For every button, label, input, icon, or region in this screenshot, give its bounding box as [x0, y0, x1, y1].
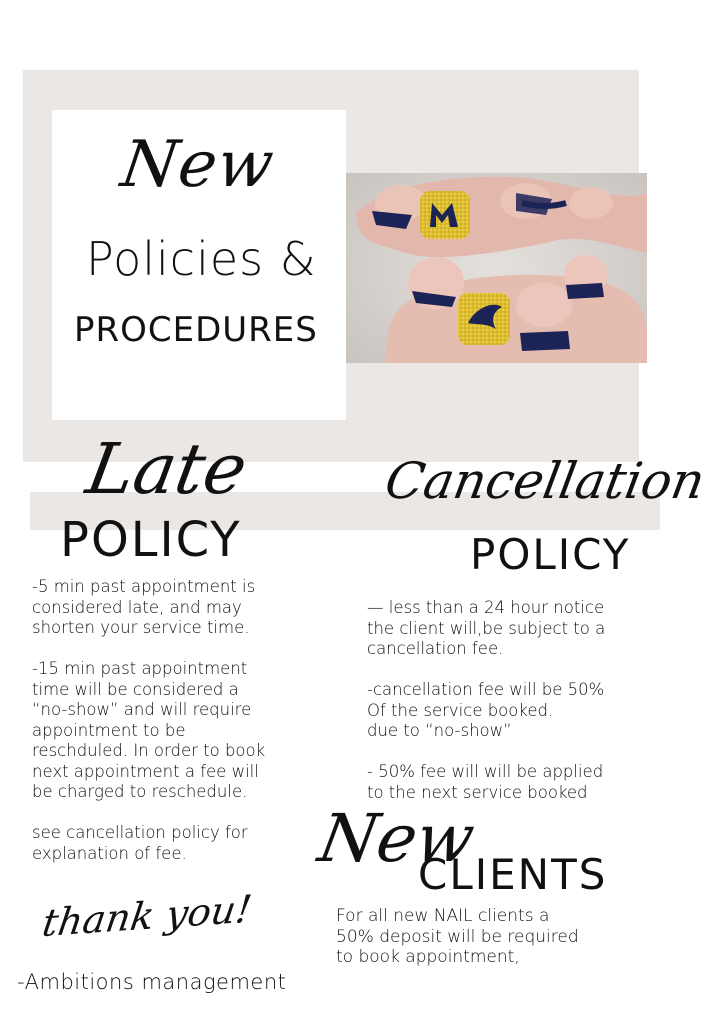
new-clients-heading: CLIENTS — [418, 850, 608, 899]
new-clients-script-heading: New — [313, 800, 481, 877]
cancellation-script-heading: Cancellation — [380, 452, 709, 510]
nails-photo — [346, 173, 647, 363]
nails-photo-image — [346, 173, 647, 363]
late-policy-heading: POLICY — [60, 512, 242, 568]
title-procedures: PROCEDURES — [74, 310, 318, 350]
cancellation-policy-body: — less than a 24 hour notice the client will,be subject to a cancellation fee. -cancellation fee will be 50% Of the service booked. due to “no-show” - 50% fee will will be applied to the next service booked — [367, 598, 606, 802]
new-clients-body: For all new NAIL clients a 50% deposit will be required to book appointment, — [336, 906, 579, 967]
late-policy-body: -5 min past appointment is considered late, and may shorten your service time. -15 min past appointment time will be considered a “no-show” and will require appointment to be reschduled. In order to book next appointment a fee will be charged to reschedule. see cancellation policy for explanation of fee. — [32, 577, 266, 863]
signoff: -Ambitions management — [17, 970, 287, 994]
cancellation-policy-heading: POLICY — [470, 530, 631, 579]
thank-you-script: thank you! — [39, 886, 255, 946]
late-script-heading: Late — [80, 428, 254, 510]
title-script-new: New — [116, 128, 279, 202]
title-policies: Policies & — [86, 232, 317, 286]
